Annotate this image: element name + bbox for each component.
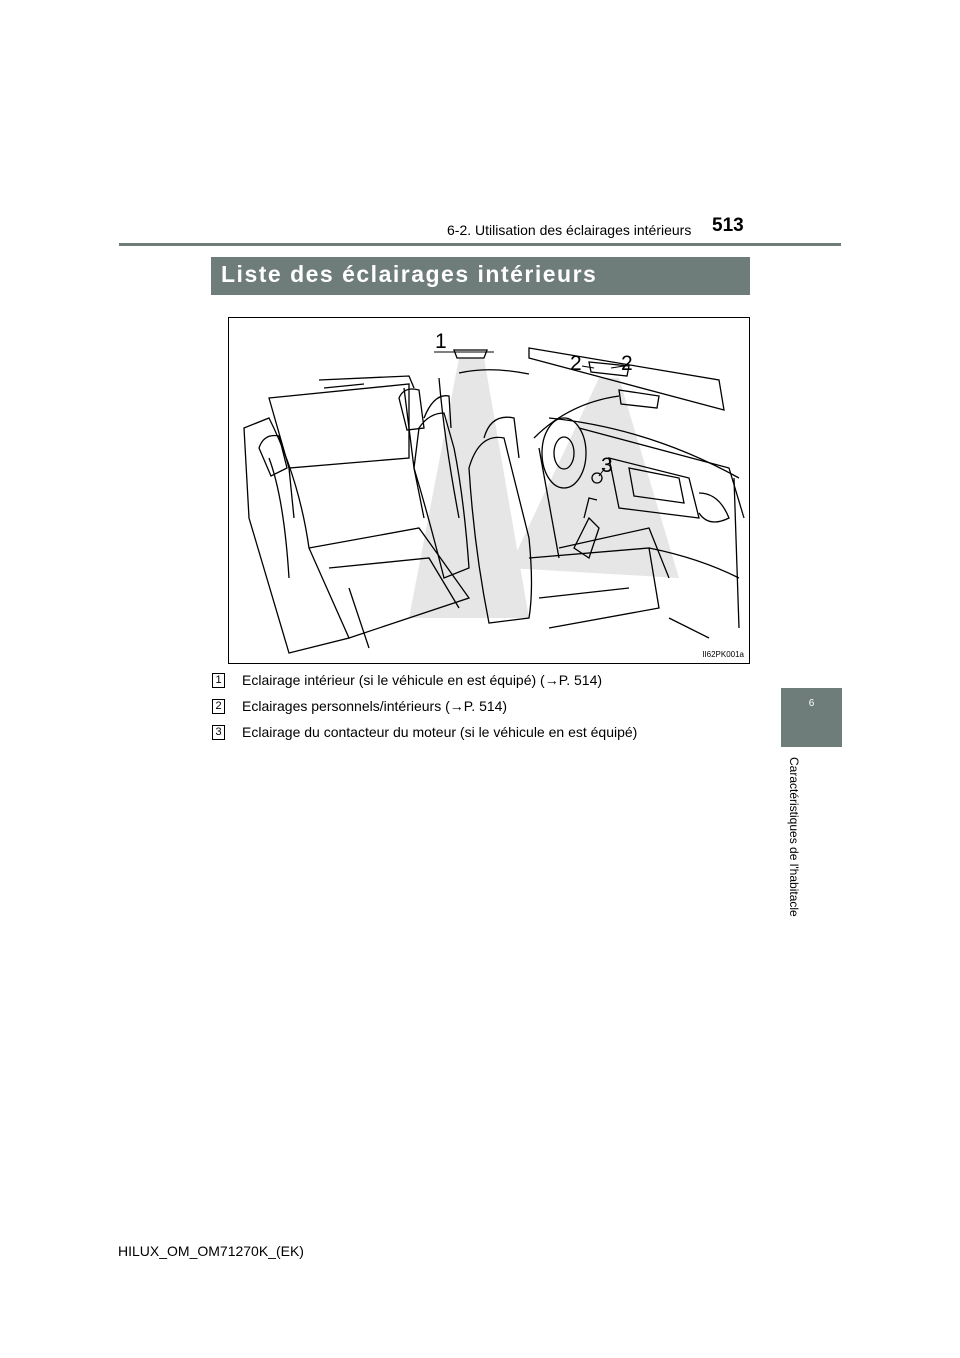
figure-callout-1: 1 xyxy=(435,330,447,353)
legend-text: Eclairages personnels/intérieurs (→P. 514) xyxy=(242,698,508,714)
legend-number: 3 xyxy=(212,725,225,740)
chapter-tab xyxy=(781,688,842,747)
chapter-number: 6 xyxy=(808,698,815,709)
figure-callout-2a: 2 xyxy=(570,352,582,375)
figure-code: II62PK001a xyxy=(702,650,744,659)
legend-list xyxy=(212,672,752,750)
interior-lights-figure xyxy=(228,317,750,664)
legend-text: Eclairage intérieur (si le véhicule en est équipé) (→P. 514) xyxy=(242,672,603,688)
chapter-label: Caractéristiques de l'habitacle xyxy=(787,757,801,917)
section-banner xyxy=(211,257,750,295)
header-divider xyxy=(119,243,841,246)
light-beam-1 xyxy=(409,358,529,618)
figure-callout-2b: 2 xyxy=(621,352,633,375)
legend-text: Eclairage du contacteur du moteur (si le véhicule en est équipé) xyxy=(242,724,638,740)
section-title: Liste des éclairages intérieurs xyxy=(221,261,598,287)
legend-number: 1 xyxy=(212,673,225,688)
footer-document-code: HILUX_OM_OM71270K_(EK) xyxy=(118,1243,304,1259)
figure-callout-3: 3 xyxy=(601,454,613,477)
legend-item xyxy=(212,724,752,750)
car-interior-illustration xyxy=(229,318,750,664)
legend-item xyxy=(212,672,752,698)
header-section-title: 6-2. Utilisation des éclairages intérieurs xyxy=(447,222,692,238)
page-number: 513 xyxy=(712,215,744,236)
legend-item xyxy=(212,698,752,724)
legend-number: 2 xyxy=(212,699,225,714)
